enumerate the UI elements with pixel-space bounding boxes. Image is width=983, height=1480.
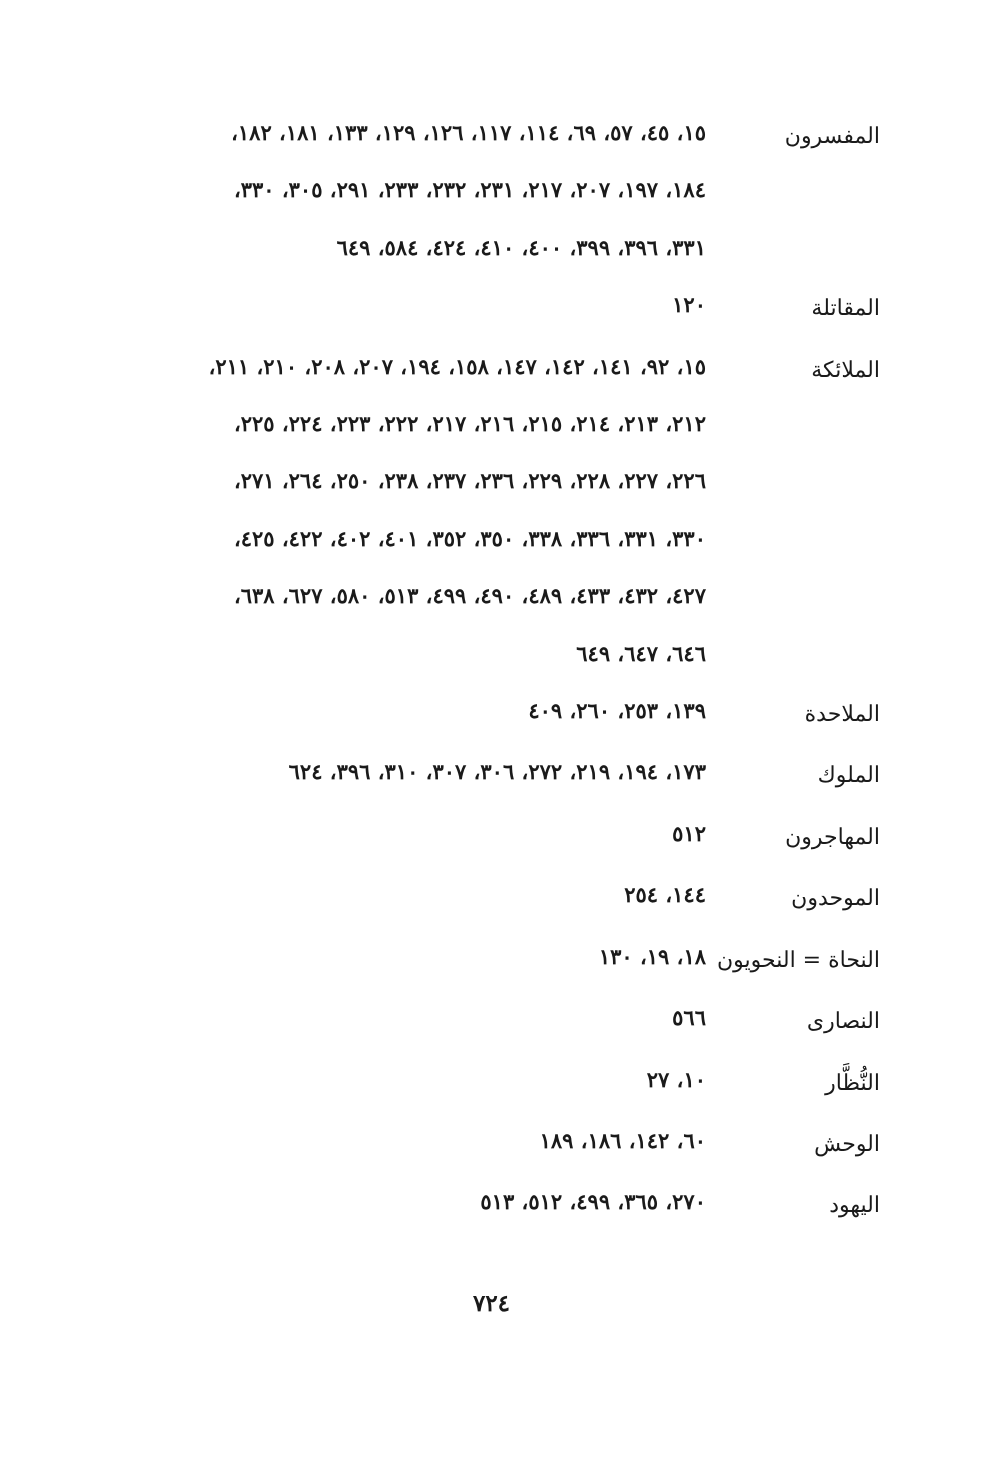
index-entry bbox=[100, 104, 880, 276]
reference-line: ٣٣١، ٣٩٦، ٣٩٩، ٤٠٠، ٤١٠، ٤٢٤، ٥٨٤، ٦٤٩ bbox=[336, 234, 706, 260]
index-term: اليهود bbox=[829, 1193, 880, 1219]
index-entry bbox=[100, 928, 880, 989]
page-references bbox=[100, 682, 710, 739]
index-term: الملائكة bbox=[811, 357, 880, 383]
reference-line: ١٥، ٩٢، ١٤١، ١٤٢، ١٤٧، ١٥٨، ١٩٤، ٢٠٧، ٢٠٨، ٢١٠، ٢١١، bbox=[208, 353, 706, 379]
index-entry bbox=[100, 338, 880, 682]
page-references bbox=[100, 1173, 710, 1230]
reference-line: ٦٤٦، ٦٤٧، ٦٤٩ bbox=[576, 640, 706, 666]
page-references bbox=[100, 1051, 710, 1108]
index-entry bbox=[100, 805, 880, 866]
index-entry bbox=[100, 989, 880, 1050]
reference-line: ٣٣٠، ٣٣١، ٣٣٦، ٣٣٨، ٣٥٠، ٣٥٢، ٤٠١، ٤٠٢، ٤٢٢، ٤٢٥، bbox=[233, 525, 706, 551]
index-entry bbox=[100, 743, 880, 804]
index-entry bbox=[100, 1173, 880, 1234]
index-entry bbox=[100, 1112, 880, 1173]
reference-line: ١٨، ١٩، ١٣٠ bbox=[598, 943, 706, 969]
index-term: المهاجرون bbox=[785, 824, 880, 850]
page-references bbox=[100, 989, 710, 1046]
reference-line: ٦٠، ١٤٢، ١٨٦، ١٨٩ bbox=[539, 1127, 706, 1153]
index-entry bbox=[100, 866, 880, 927]
reference-line: ١٨٤، ١٩٧، ٢٠٧، ٢١٧، ٢٣١، ٢٣٢، ٢٣٣، ٢٩١، ٣٠٥، ٣٣٠، bbox=[233, 177, 706, 203]
page-number: ٧٢٤ bbox=[472, 1290, 511, 1317]
reference-line: ٥١٢ bbox=[672, 820, 706, 846]
page-references bbox=[100, 743, 710, 800]
reference-line: ٢١٢، ٢١٣، ٢١٤، ٢١٥، ٢١٦، ٢١٧، ٢٢٢، ٢٢٣، ٢٢٤، ٢٢٥، bbox=[233, 411, 706, 437]
index-term: المقاتلة bbox=[811, 296, 880, 322]
reference-line: ٤٢٧، ٤٣٢، ٤٣٣، ٤٨٩، ٤٩٠، ٤٩٩، ٥١٣، ٥٨٠، ٦٢٧، ٦٣٨، bbox=[233, 583, 706, 609]
index-term: الملاحدة bbox=[804, 702, 880, 728]
reference-line: ١٣٩، ٢٥٣، ٢٦٠، ٤٠٩ bbox=[528, 698, 706, 724]
index-term: النحاة = النحويون bbox=[717, 947, 880, 973]
index-term: الملوك bbox=[817, 763, 880, 789]
page-references bbox=[100, 928, 710, 985]
index-term: الموحدون bbox=[791, 886, 880, 912]
page-references bbox=[100, 866, 710, 923]
index-entry bbox=[100, 1051, 880, 1112]
page-references bbox=[100, 104, 710, 276]
reference-line: ١٧٣، ١٩٤، ٢١٩، ٢٧٢، ٣٠٦، ٣٠٧، ٣١٠، ٣٩٦، ٦٢٤ bbox=[288, 759, 706, 785]
page-references bbox=[100, 338, 710, 682]
reference-line: ١٤٤، ٢٥٤ bbox=[624, 882, 706, 908]
index-entry bbox=[100, 276, 880, 337]
page-references bbox=[100, 276, 710, 333]
index-entries bbox=[100, 104, 880, 1235]
index-term: المفسرون bbox=[784, 124, 880, 149]
page-references bbox=[100, 1112, 710, 1169]
index-term: النُّظَّار bbox=[825, 1070, 880, 1096]
index-term: النصارى bbox=[806, 1009, 880, 1035]
reference-line: ١٢٠ bbox=[672, 292, 706, 318]
index-entry bbox=[100, 682, 880, 743]
reference-line: ١٠، ٢٧ bbox=[646, 1066, 706, 1092]
reference-line: ٥٦٦ bbox=[672, 1005, 706, 1031]
page-references bbox=[100, 805, 710, 862]
reference-line: ١٥، ٤٥، ٥٧، ٦٩، ١١٤، ١١٧، ١٢٦، ١٢٩، ١٣٣، ١٨١، ١٨٢، bbox=[231, 120, 706, 145]
reference-line: ٢٢٦، ٢٢٧، ٢٢٨، ٢٢٩، ٢٣٦، ٢٣٧، ٢٣٨، ٢٥٠، ٢٦٤، ٢٧١، bbox=[233, 468, 706, 494]
index-term: الوحش bbox=[814, 1131, 880, 1157]
reference-line: ٢٧٠، ٣٦٥، ٤٩٩، ٥١٢، ٥١٣ bbox=[480, 1189, 706, 1215]
